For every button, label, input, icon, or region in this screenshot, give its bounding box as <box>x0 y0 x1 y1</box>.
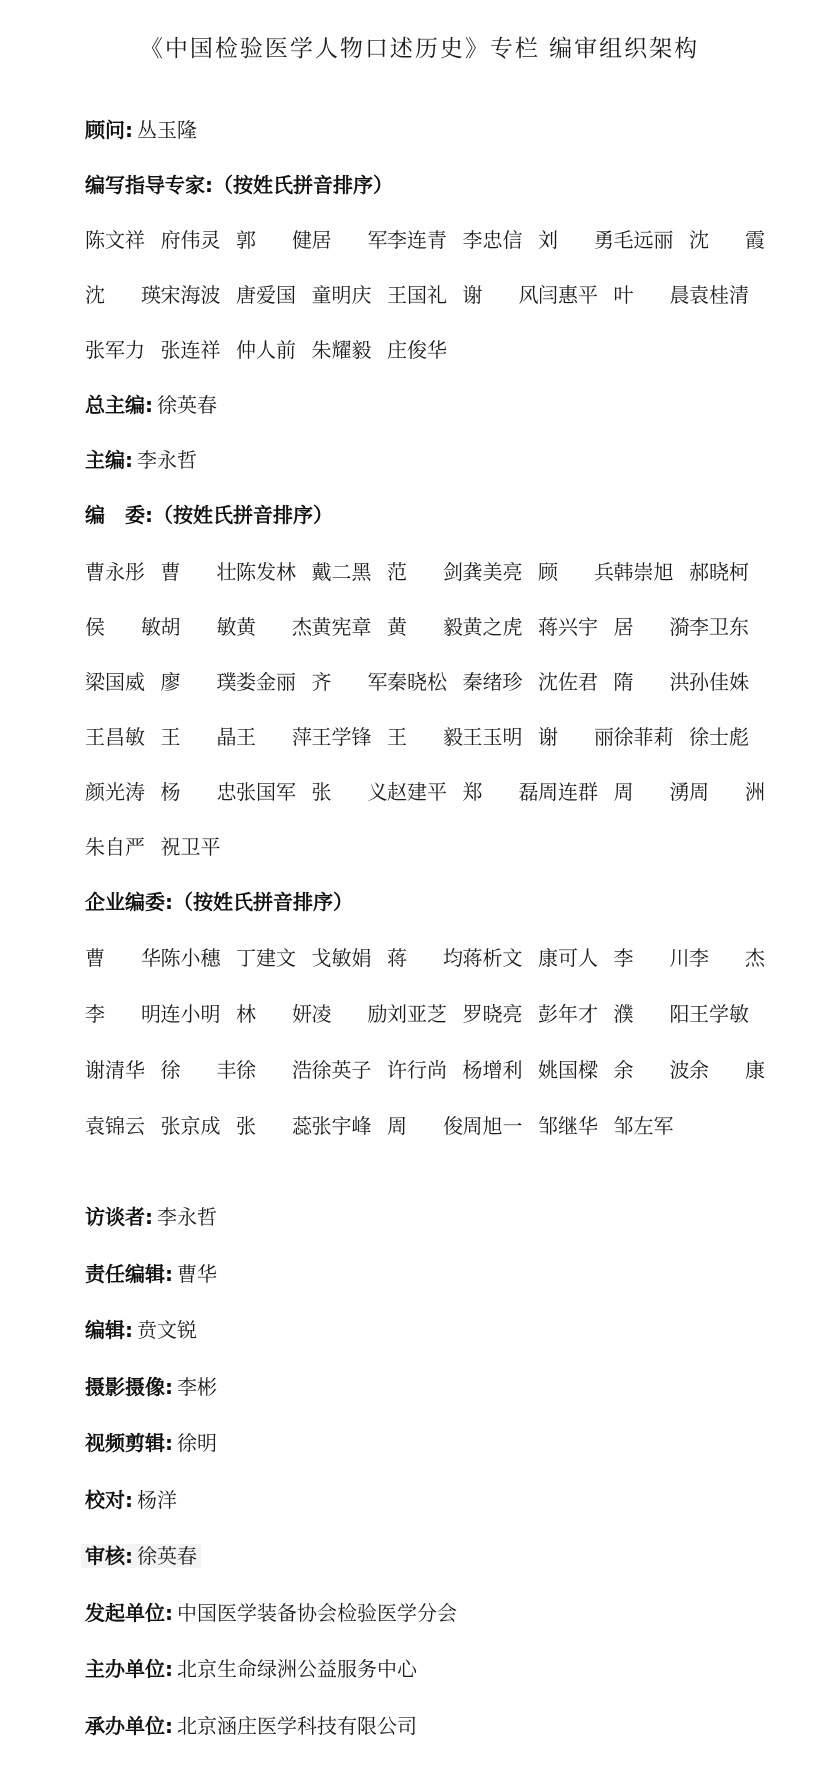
person-name: 陈发林 <box>236 560 296 584</box>
person-name: 张国军 <box>236 780 296 804</box>
credit-line <box>85 1536 201 1576</box>
names-row <box>85 607 755 647</box>
person-name: 周 俊 <box>387 1114 463 1138</box>
person-name: 张 义 <box>311 780 388 804</box>
credit-label: 校对: <box>85 1487 133 1512</box>
names-row <box>85 220 765 260</box>
chief-editor-line <box>85 385 217 425</box>
person-name: 黄宪章 <box>311 615 372 639</box>
names-row <box>85 772 765 812</box>
person-name: 沈佐君 <box>538 670 598 694</box>
person-name: 孙佳姝 <box>689 670 749 694</box>
person-name: 连小明 <box>160 1002 221 1026</box>
person-name: 张军力 <box>85 338 145 362</box>
person-name: 曹 华 <box>85 946 161 970</box>
person-name: 杨增利 <box>462 1058 523 1082</box>
person-name: 周连群 <box>538 780 598 804</box>
person-name: 濮 阳 <box>613 1002 690 1026</box>
enterprise-heading <box>85 882 353 922</box>
names-row <box>85 330 755 370</box>
person-name: 居 军 <box>311 228 388 252</box>
person-name: 袁锦云 <box>85 1114 145 1138</box>
committee-heading <box>85 495 333 535</box>
person-name: 周 洲 <box>689 780 765 804</box>
person-name: 刘亚芝 <box>387 1002 447 1026</box>
person-name: 徐 浩 <box>236 1058 312 1082</box>
person-name: 曹 壮 <box>160 560 237 584</box>
names-row <box>85 552 755 592</box>
credit-line <box>85 1310 197 1350</box>
credit-label: 承办单位: <box>85 1713 173 1738</box>
person-name: 邹继华 <box>538 1114 598 1138</box>
person-name: 黄之虎 <box>462 615 523 639</box>
credit-line <box>85 1254 217 1294</box>
person-name: 蒋析文 <box>462 946 523 970</box>
person-name: 徐士彪 <box>689 725 749 749</box>
names-row <box>85 1106 755 1146</box>
page-title: 《中国检验医学人物口述历史》专栏 编审组织架构 <box>139 36 700 62</box>
person-name: 宋海波 <box>160 283 221 307</box>
names-row <box>85 827 755 867</box>
credit-value: 杨洋 <box>137 1487 177 1512</box>
person-name: 王昌敏 <box>85 725 145 749</box>
person-name: 王玉明 <box>462 725 523 749</box>
person-name: 戴二黑 <box>311 560 372 584</box>
person-name: 王 晶 <box>160 725 237 749</box>
person-name: 王 毅 <box>387 725 463 749</box>
names-row <box>85 1050 765 1090</box>
person-name: 李忠信 <box>462 228 523 252</box>
names-row <box>85 938 765 978</box>
person-name: 余 康 <box>689 1058 765 1082</box>
person-name: 王学锋 <box>311 725 372 749</box>
chief-editor-value: 徐英春 <box>157 393 217 417</box>
names-row <box>85 994 755 1034</box>
person-name: 邹左军 <box>613 1114 674 1138</box>
person-name: 侯 敏 <box>85 615 161 639</box>
advisor-label: 顾问: <box>85 118 133 142</box>
person-name: 朱耀毅 <box>311 338 372 362</box>
person-name: 戈敏娟 <box>311 946 372 970</box>
person-name: 凌 励 <box>311 1002 388 1026</box>
credit-line <box>85 1480 177 1520</box>
enterprise-label: 企业编委:（按姓氏拼音排序） <box>85 890 353 914</box>
person-name: 徐 丰 <box>160 1058 237 1082</box>
person-name: 谢 丽 <box>538 725 614 749</box>
person-name: 黄 毅 <box>387 615 463 639</box>
person-name: 曹永彤 <box>85 560 145 584</box>
person-name: 丁建文 <box>236 946 296 970</box>
person-name: 康可人 <box>538 946 598 970</box>
person-name: 蒋兴宇 <box>538 615 598 639</box>
credit-value: 徐明 <box>177 1431 217 1455</box>
experts-label: 编写指导专家:（按姓氏拼音排序） <box>85 173 393 197</box>
person-name: 黄 杰 <box>236 615 312 639</box>
person-name: 张京成 <box>160 1114 221 1138</box>
credit-label: 发起单位: <box>85 1600 173 1625</box>
person-name: 李 明 <box>85 1002 161 1026</box>
credit-label: 访谈者: <box>85 1205 153 1229</box>
person-name: 秦绪珍 <box>462 670 523 694</box>
person-name: 童明庆 <box>311 283 372 307</box>
credit-line <box>85 1649 417 1689</box>
person-name: 王国礼 <box>387 283 447 307</box>
person-name: 顾 兵 <box>538 560 614 584</box>
credit-value: 贲文锐 <box>137 1318 197 1342</box>
person-name: 余 波 <box>613 1058 690 1082</box>
person-name: 胡 敏 <box>160 615 237 639</box>
person-name: 谢 风 <box>462 283 539 307</box>
person-name: 周 湧 <box>613 780 690 804</box>
credit-value: 曹华 <box>177 1261 217 1286</box>
person-name: 沈 瑛 <box>85 283 161 307</box>
credit-label: 主办单位: <box>85 1657 173 1681</box>
editor-line <box>85 440 197 480</box>
person-name: 居 漪 <box>613 615 690 639</box>
person-name: 李 杰 <box>689 946 765 970</box>
person-name: 范 剑 <box>387 560 463 584</box>
credit-label: 责任编辑: <box>85 1261 173 1286</box>
names-row <box>85 717 755 757</box>
person-name: 张宇峰 <box>311 1114 372 1138</box>
person-name: 张 蕊 <box>236 1114 312 1138</box>
credit-line <box>85 1197 217 1237</box>
person-name: 毛远丽 <box>613 228 674 252</box>
person-name: 郝晓柯 <box>689 560 749 584</box>
credit-line <box>85 1367 217 1407</box>
person-name: 韩崇旭 <box>613 560 674 584</box>
credit-value: 中国医学装备协会检验医学分会 <box>177 1600 457 1625</box>
person-name: 陈文祥 <box>85 228 145 252</box>
credit-line <box>85 1423 217 1463</box>
person-name: 林 妍 <box>236 1002 312 1026</box>
person-name: 廖 璞 <box>160 670 237 694</box>
person-name: 齐 军 <box>311 670 388 694</box>
credit-value: 李永哲 <box>157 1205 217 1229</box>
credit-label: 摄影摄像: <box>85 1374 173 1399</box>
person-name: 龚美亮 <box>462 560 523 584</box>
person-name: 李 川 <box>613 946 690 970</box>
person-name: 杨 忠 <box>160 780 237 804</box>
credit-value: 徐英春 <box>137 1544 197 1568</box>
person-name: 彭年才 <box>538 1002 598 1026</box>
credit-label: 视频剪辑: <box>85 1431 173 1455</box>
person-name: 闫惠平 <box>538 283 598 307</box>
person-name: 蒋 均 <box>387 946 463 970</box>
person-name: 徐菲莉 <box>613 725 674 749</box>
person-name: 徐英子 <box>311 1058 372 1082</box>
editor-label: 主编: <box>85 448 133 472</box>
person-name: 赵建平 <box>387 780 447 804</box>
names-row <box>85 662 755 702</box>
person-name: 秦晓松 <box>387 670 447 694</box>
person-name: 叶 晨 <box>613 283 690 307</box>
person-name: 颜光涛 <box>85 780 145 804</box>
person-name: 刘 勇 <box>538 228 614 252</box>
person-name: 祝卫平 <box>160 835 221 859</box>
person-name: 李卫东 <box>689 615 749 639</box>
person-name: 唐爱国 <box>236 283 296 307</box>
person-name: 府伟灵 <box>160 228 221 252</box>
person-name: 陈小穗 <box>160 946 221 970</box>
person-name: 姚国樑 <box>538 1058 598 1082</box>
person-name: 王 萍 <box>236 725 312 749</box>
person-name: 袁桂清 <box>689 283 749 307</box>
person-name: 谢清华 <box>85 1058 145 1082</box>
person-name: 隋 洪 <box>613 670 690 694</box>
advisor-value: 丛玉隆 <box>137 118 197 142</box>
credit-value: 北京涵庄医学科技有限公司 <box>177 1713 417 1738</box>
person-name: 庄俊华 <box>387 338 447 362</box>
advisor-line <box>85 110 197 150</box>
credit-label: 审核: <box>85 1544 133 1568</box>
person-name: 沈 霞 <box>689 228 765 252</box>
person-name: 李连青 <box>387 228 447 252</box>
person-name: 张连祥 <box>160 338 221 362</box>
person-name: 郑 磊 <box>462 780 539 804</box>
names-row <box>85 275 755 315</box>
person-name: 王学敏 <box>689 1002 749 1026</box>
person-name: 梁国威 <box>85 670 145 694</box>
credit-value: 北京生命绿洲公益服务中心 <box>177 1657 417 1681</box>
committee-label: 编 委:（按姓氏拼音排序） <box>85 503 333 527</box>
editor-value: 李永哲 <box>137 448 197 472</box>
person-name: 仲人前 <box>236 338 296 362</box>
person-name: 朱自严 <box>85 835 145 859</box>
credit-value: 李彬 <box>177 1374 217 1399</box>
experts-heading <box>85 165 393 205</box>
chief-editor-label: 总主编: <box>85 393 153 417</box>
person-name: 郭 健 <box>236 228 312 252</box>
person-name: 周旭一 <box>462 1114 523 1138</box>
credit-label: 编辑: <box>85 1318 133 1342</box>
person-name: 许行尚 <box>387 1058 447 1082</box>
credit-line <box>85 1593 457 1633</box>
credit-line <box>85 1706 417 1746</box>
person-name: 罗晓亮 <box>462 1002 523 1026</box>
person-name: 娄金丽 <box>236 670 296 694</box>
